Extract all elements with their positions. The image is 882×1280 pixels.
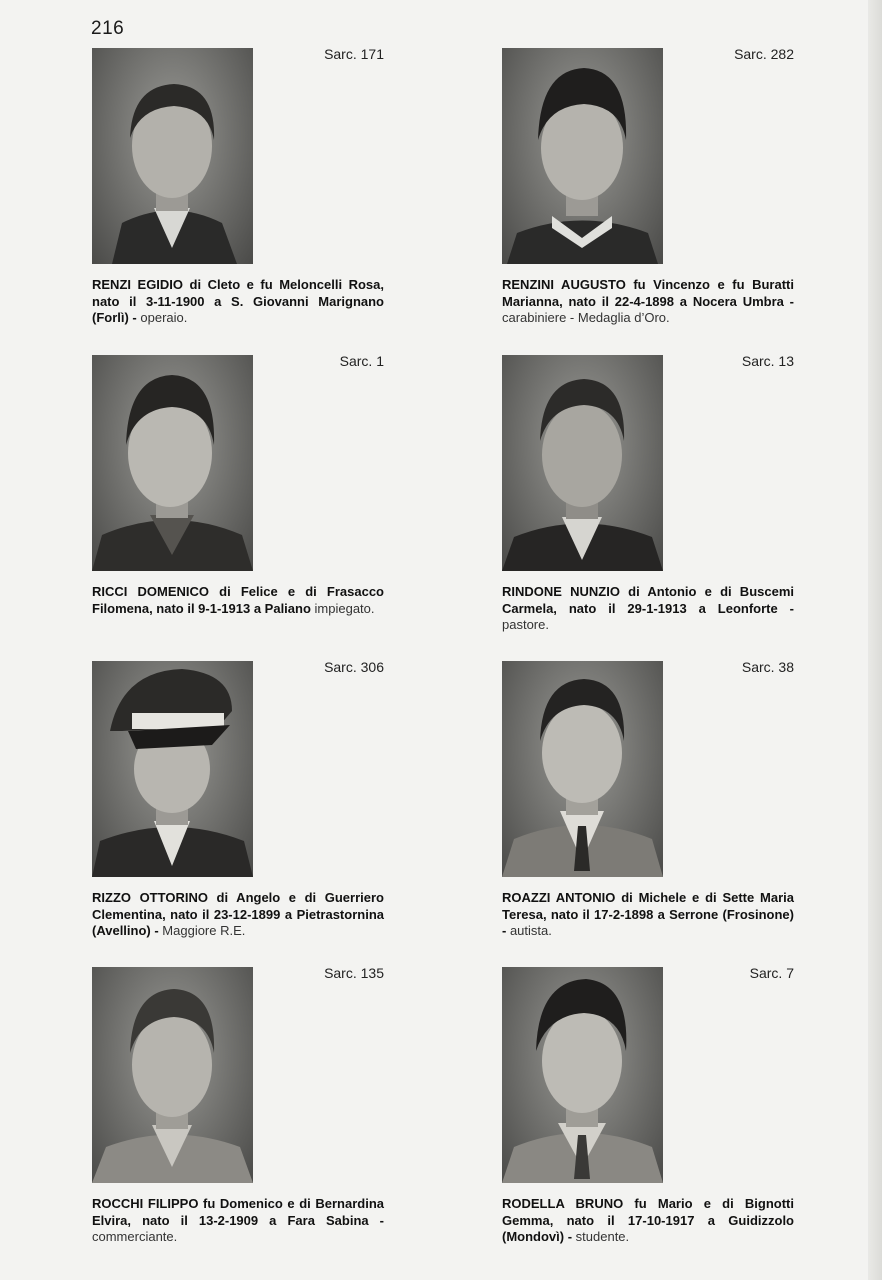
occupation: operaio. <box>140 310 188 325</box>
biography-caption <box>92 277 384 327</box>
portrait-figure <box>502 355 663 571</box>
biography-caption <box>502 584 794 634</box>
sarc-number: Sarc. 38 <box>741 659 794 675</box>
portrait-photo <box>502 661 663 877</box>
sarc-number: Sarc. 13 <box>741 353 794 369</box>
sarc-number: Sarc. 1 <box>339 353 384 369</box>
portrait-photo <box>502 48 663 264</box>
portrait-photo <box>92 355 253 571</box>
biography-caption <box>502 1196 794 1246</box>
portrait-photo <box>502 355 663 571</box>
name-details: RODELLA BRUNO fu Mario e di Bignotti Gemma, nato il 17-10-1917 a Guidizzolo (Mondovì) - <box>502 1196 794 1244</box>
portrait-figure <box>92 355 253 571</box>
biography-caption <box>92 890 384 940</box>
sarc-number: Sarc. 135 <box>324 965 384 981</box>
portrait-figure <box>92 661 253 877</box>
occupation: carabiniere - Medaglia d’Oro. <box>502 310 670 325</box>
name-details: RINDONE NUNZIO di Antonio e di Buscemi Carmela, nato il 29-1-1913 a Leonforte - <box>502 584 794 616</box>
name-details: ROAZZI ANTONIO di Michele e di Sette Maria Teresa, nato il 17-2-1898 a Serrone (Frosinone) - <box>502 890 794 938</box>
occupation: autista. <box>509 923 552 938</box>
portrait-figure <box>502 967 663 1183</box>
occupation: studente. <box>575 1229 630 1244</box>
occupation: impiegato. <box>314 600 375 616</box>
occupation: Maggiore R.E. <box>162 923 246 938</box>
sarc-number: Sarc. 171 <box>324 46 384 62</box>
sarc-number: Sarc. 7 <box>749 965 794 981</box>
portrait-photo <box>92 48 253 264</box>
name-details: RIZZO OTTORINO di Angelo e di Guerriero Clementina, nato il 23-12-1899 a Pietrastornina (Avellino) - <box>92 890 384 938</box>
occupation: commerciante. <box>92 1229 178 1244</box>
sarc-number: Sarc. 306 <box>324 659 384 675</box>
name-details: RICCI DOMENICO di Felice e di Frasacco Filomena, nato il 9-1-1913 a Paliano <box>92 584 384 616</box>
name-details: RENZINI AUGUSTO fu Vincenzo e fu Buratti Marianna, nato il 22-4-1898 a Nocera Umbra - <box>502 277 794 309</box>
portrait-figure <box>92 48 253 264</box>
portrait-figure <box>502 661 663 877</box>
page-number: 216 <box>91 18 125 39</box>
biography-caption <box>92 584 384 617</box>
name-details: RENZI EGIDIO di Cleto e fu Meloncelli Rosa, nato il 3-11-1900 a S. Giovanni Marignano (Forlì) - <box>92 277 384 325</box>
biography-caption <box>502 890 794 940</box>
biography-caption <box>92 1196 384 1246</box>
portrait-photo <box>92 967 253 1183</box>
portrait-figure <box>502 48 663 264</box>
portrait-photo <box>92 661 253 877</box>
occupation: pastore. <box>502 617 549 632</box>
portrait-figure <box>92 967 253 1183</box>
name-details: ROCCHI FILIPPO fu Domenico e di Bernardina Elvira, nato il 13-2-1909 a Fara Sabina - <box>92 1196 384 1228</box>
page-edge <box>868 0 882 1280</box>
biography-caption <box>502 277 794 327</box>
portrait-photo <box>502 967 663 1183</box>
sarc-number: Sarc. 282 <box>734 46 794 62</box>
